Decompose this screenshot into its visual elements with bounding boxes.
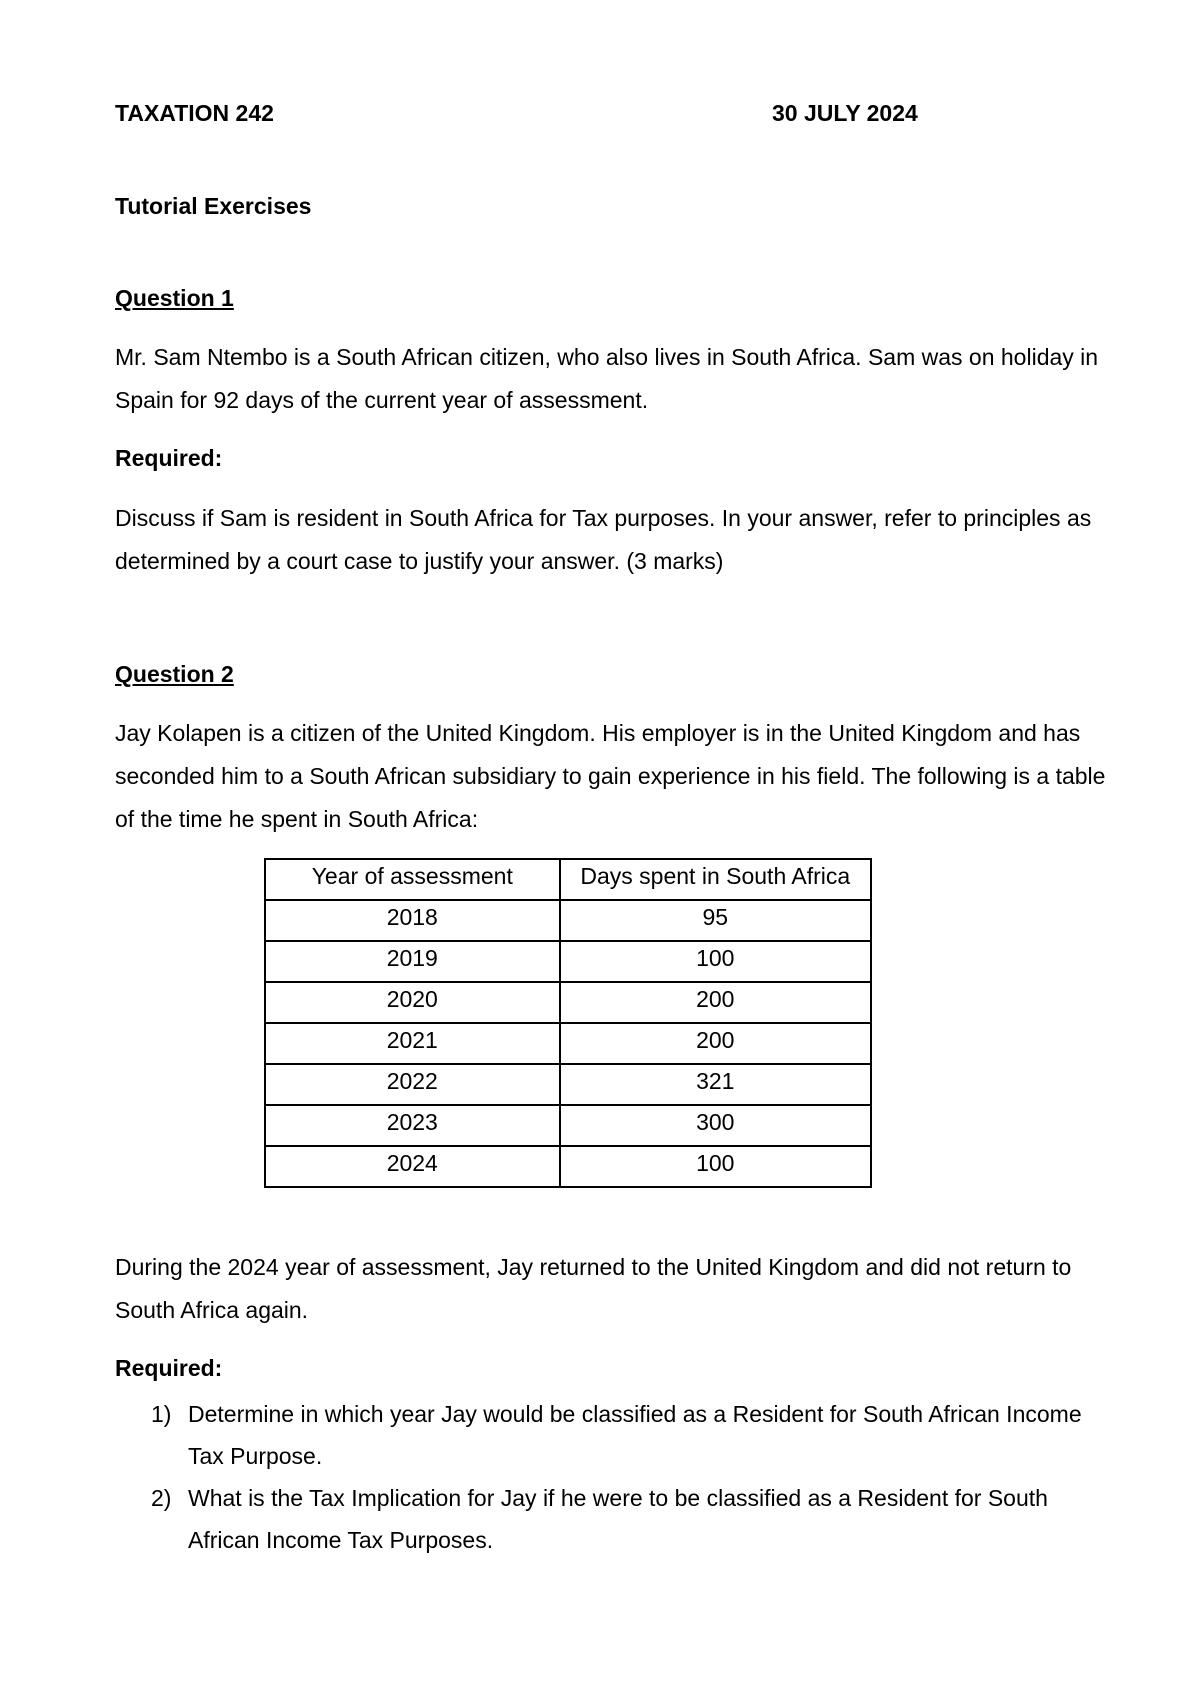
question-1-heading: Question 1	[115, 285, 234, 311]
list-item	[115, 1393, 1115, 1477]
table-cell-days: 100	[560, 941, 871, 982]
table-cell-year: 2021	[265, 1023, 560, 1064]
table-cell-year: 2019	[265, 941, 560, 982]
table-row	[265, 1146, 871, 1187]
list-item-number: 2)	[151, 1485, 172, 1511]
table-cell-year: 2020	[265, 982, 560, 1023]
question-2-heading: Question 2	[115, 661, 234, 687]
question-1-text: Mr. Sam Ntembo is a South African citizen, who also lives in South Africa. Sam was on holiday in Spain for 92 days of the current year of assessment.	[115, 344, 1099, 413]
list-item-number: 1)	[151, 1401, 172, 1427]
table-row	[265, 982, 871, 1023]
table-row	[265, 941, 871, 982]
days-table	[264, 858, 872, 1188]
table-cell-days: 300	[560, 1105, 871, 1146]
table-cell-year: 2022	[265, 1064, 560, 1105]
course-title: TAXATION 242	[115, 100, 274, 126]
table-row	[265, 1105, 871, 1146]
table-row	[265, 1064, 871, 1105]
table-cell-days: 95	[560, 900, 871, 941]
table-cell-year: 2018	[265, 900, 560, 941]
question-2-required-label: Required:	[115, 1355, 223, 1381]
list-item-text: What is the Tax Implication for Jay if he were to be classified as a Resident for South African Income Tax Purposes.	[188, 1485, 1048, 1553]
table-header-year: Year of assessment	[265, 859, 560, 900]
table-row	[265, 1023, 871, 1064]
table-cell-days: 200	[560, 982, 871, 1023]
document-date: 30 JULY 2024	[772, 100, 918, 126]
list-item	[115, 1477, 1115, 1561]
table-cell-year: 2023	[265, 1105, 560, 1146]
question-2-text: Jay Kolapen is a citizen of the United Kingdom. His employer is in the United Kingdom and has seconded him to a South African subsidiary to gain experience in his field. The following is a table of the time he spent in South Africa:	[115, 720, 1106, 832]
table-cell-days: 200	[560, 1023, 871, 1064]
question-1-required-text: Discuss if Sam is resident in South Africa for Tax purposes. In your answer, refer to principles as determined by a court case to justify your answer. (3 marks)	[115, 505, 1092, 574]
table-header-row	[265, 859, 871, 900]
table-row	[265, 900, 871, 941]
question-1-required-label: Required:	[115, 445, 223, 471]
page-title: Tutorial Exercises	[115, 193, 312, 219]
table-header-days: Days spent in South Africa	[560, 859, 871, 900]
list-item-text: Determine in which year Jay would be classified as a Resident for South African Income Tax Purpose.	[188, 1401, 1082, 1469]
table-cell-days: 100	[560, 1146, 871, 1187]
table-cell-days: 321	[560, 1064, 871, 1105]
table-cell-year: 2024	[265, 1146, 560, 1187]
required-list	[115, 1393, 1115, 1561]
question-2-after-text: During the 2024 year of assessment, Jay returned to the United Kingdom and did not return to South Africa again.	[115, 1254, 1072, 1323]
